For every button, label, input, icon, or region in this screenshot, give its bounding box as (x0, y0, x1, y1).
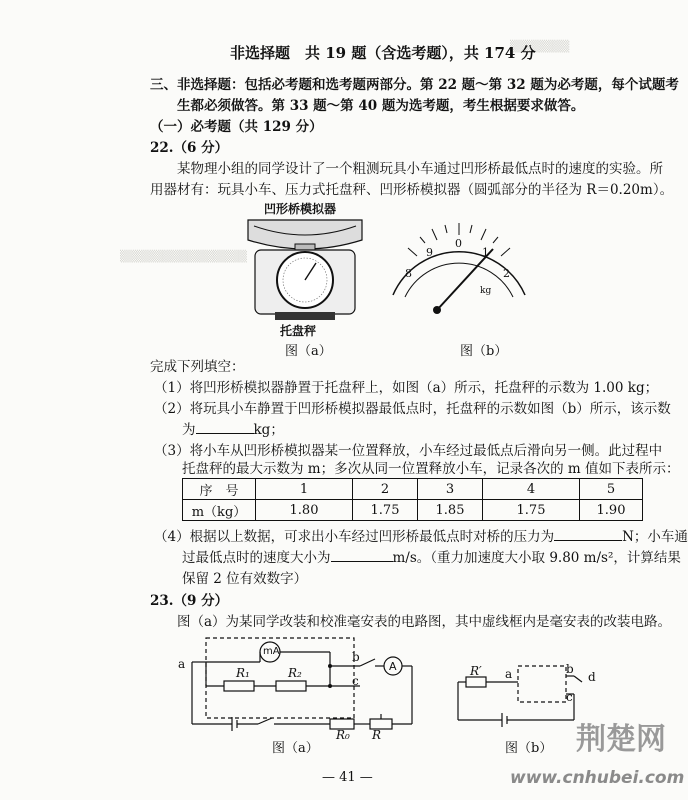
q22-step2-suffix: kg； (253, 422, 284, 438)
table-cell: 4 (483, 479, 580, 500)
terminal-b-a-label: a (505, 667, 513, 681)
fig-a-top-label: 凹形桥模拟器 (264, 202, 337, 216)
terminal-b-c-label: c (566, 690, 573, 704)
watermark-url: www.cnhubei.com (510, 768, 685, 788)
q22-step4-suffix: N；小车通 (622, 529, 688, 545)
table-cell: 1.75 (353, 500, 418, 521)
fig-a-caption: 图（a） (285, 344, 332, 359)
terminal-b-b-label: b (566, 662, 574, 676)
q22-step4-speed-suffix: m/s。（重力加速度大小取 9.80 m/s²，计算结果 (392, 550, 681, 566)
table-cell: 1 (256, 479, 353, 500)
table-row (183, 479, 643, 500)
dial-drawing (375, 205, 545, 325)
ammeter-label: A (389, 660, 397, 673)
table-cell: 1.90 (580, 500, 643, 521)
part3-line1: 三、非选择题：包括必考题和选考题两部分。第 22 题～第 32 题为必考题，每个试题考 (150, 77, 679, 93)
resistor-r2-label: R₂ (288, 666, 302, 680)
bleed-through-text: ▒▒▒▒▒▒▒▒▒▒▒▒▒▒▒ (120, 250, 247, 263)
circuit-b-caption: 图（b） (505, 741, 553, 756)
circuit-a-drawing (180, 632, 420, 747)
terminal-c-label: c (352, 674, 359, 688)
page-number: — 41 — (322, 770, 373, 785)
dial-label-8: 8 (405, 267, 412, 280)
q23-number: 23.（9 分） (150, 593, 229, 609)
rheostat-r-label: R (372, 728, 382, 742)
q22-step2-prefix: 为 (182, 422, 196, 438)
milliammeter-label: mA (263, 646, 280, 657)
dial-unit: kg (480, 286, 492, 296)
table-row (183, 500, 643, 521)
dial-label-1: 1 (482, 246, 489, 259)
table-cell: 3 (418, 479, 483, 500)
q23-intro: 图（a）为某同学改装和校准毫安表的电路图，其中虚线框内是毫安表的改装电路。 (177, 614, 672, 630)
table-cell: 2 (353, 479, 418, 500)
table-header-index: 序 号 (183, 479, 256, 500)
q22-step4-line2 (182, 549, 681, 567)
table-header-mass: m（kg） (183, 500, 256, 521)
fill-in-prompt: 完成下列填空： (150, 359, 245, 375)
resistor-r-prime-label: R′ (470, 664, 482, 678)
terminal-b-d-label: d (588, 670, 596, 684)
resistor-r1-label: R₁ (236, 666, 250, 680)
answer-blank-force[interactable] (554, 540, 622, 541)
section-title: 非选择题 共 19 题（含选考题），共 174 分 (230, 44, 536, 62)
dial-label-0: 0 (455, 237, 462, 250)
dial-label-2: 2 (503, 267, 510, 280)
table-cell: 1.75 (483, 500, 580, 521)
q22-step2-line2 (182, 421, 284, 439)
q22-step1: （1）将凹形桥模拟器静置于托盘秤上，如图（a）所示，托盘秤的示数为 1.00 kg； (154, 380, 659, 396)
q22-step4-line1 (154, 528, 688, 546)
q22-number: 22.（6 分） (150, 140, 229, 156)
answer-blank-speed[interactable] (331, 561, 393, 562)
bleed-through-text: ▒▒▒▒▒▒▒ (510, 40, 570, 53)
circuit-a-caption: 图（a） (272, 741, 319, 756)
watermark-brand: 荆楚网 (576, 722, 666, 757)
required-heading: （一）必考题（共 129 分） (150, 119, 323, 135)
answer-blank-scale-reading[interactable] (196, 433, 254, 434)
scale-drawing (240, 214, 370, 324)
measurement-table (182, 478, 643, 521)
terminal-a-label: a (178, 657, 186, 671)
q22-step3-line1: （3）将小车从凹形桥模拟器某一位置释放，小车经过最低点后滑向另一侧。此过程中 (154, 443, 663, 459)
q22-intro-line1: 某物理小组的同学设计了一个粗测玩具小车通过凹形桥最低点时的速度的实验。所 (177, 161, 663, 177)
fig-b-caption: 图（b） (460, 344, 508, 359)
q22-intro-line2: 用器材有：玩具小车、压力式托盘秤、凹形桥模拟器（圆弧部分的半径为 R＝0.20m）。 (150, 182, 674, 198)
table-cell: 1.80 (256, 500, 353, 521)
resistor-r0-label: R₀ (336, 728, 350, 742)
q22-step4-speed-prefix: 过最低点时的速度大小为 (182, 550, 331, 566)
q22-step4-prefix: （4）根据以上数据，可求出小车经过凹形桥最低点时对桥的压力为 (154, 529, 555, 545)
terminal-b-label: b (352, 650, 360, 664)
q22-step2-line1: （2）将玩具小车静置于凹形桥模拟器最低点时，托盘秤的示数如图（b）所示，该示数 (154, 401, 671, 417)
q22-step3-line2: 托盘秤的最大示数为 m；多次从同一位置释放小车，记录各次的 m 值如下表所示： (182, 461, 680, 477)
dial-label-9: 9 (426, 246, 433, 259)
table-cell: 1.85 (418, 500, 483, 521)
table-cell: 5 (580, 479, 643, 500)
fig-a-bottom-label: 托盘秤 (280, 324, 317, 338)
q22-step4-line3: 保留 2 位有效数字） (182, 571, 308, 587)
part3-line2: 生都必须做答。第 33 题～第 40 题为选考题，考生根据要求做答。 (177, 98, 585, 114)
